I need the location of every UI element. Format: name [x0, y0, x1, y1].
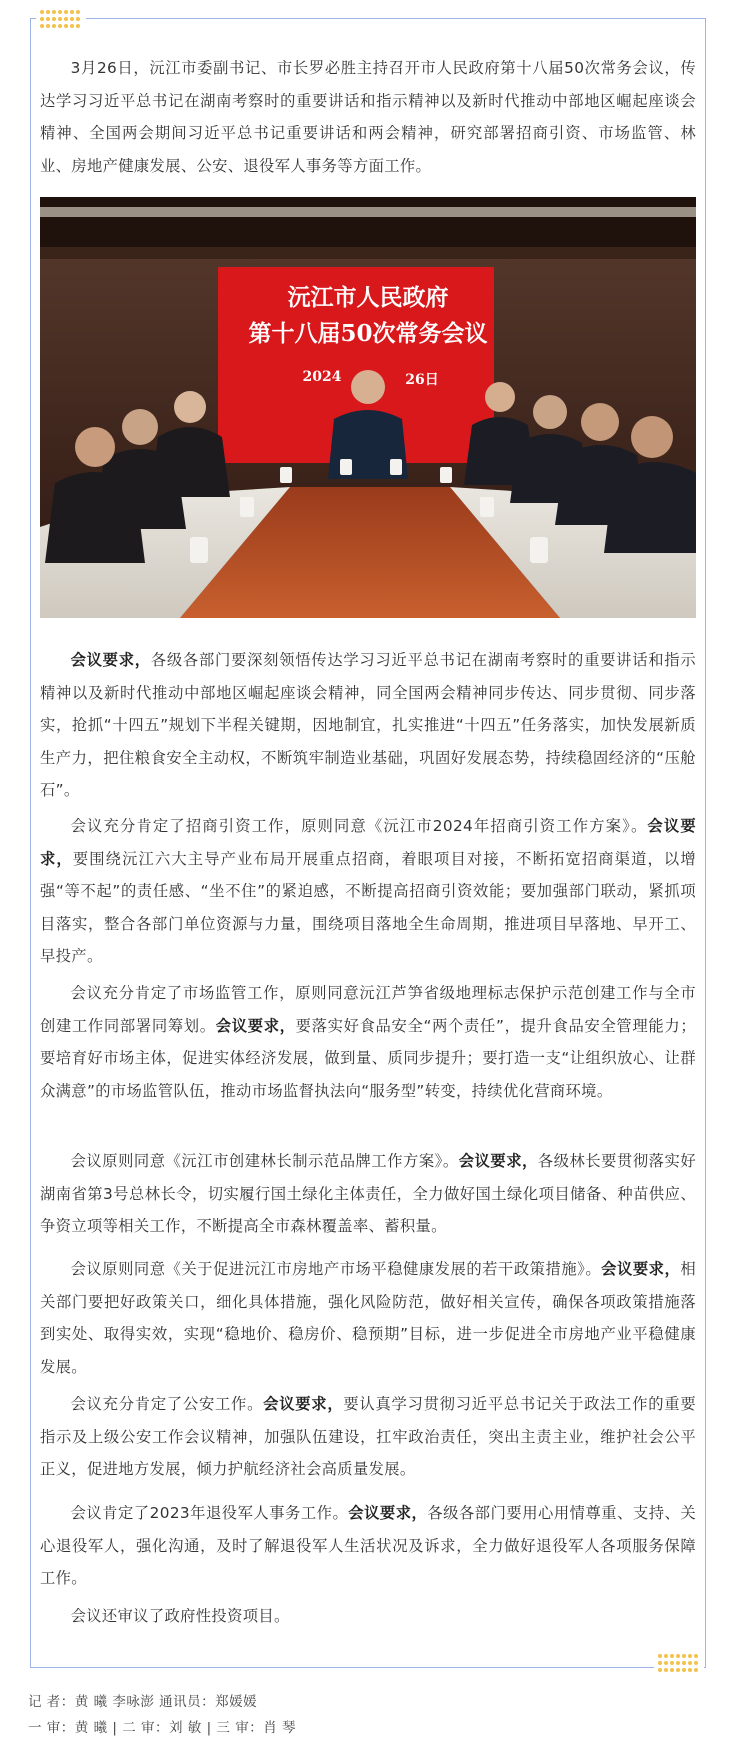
- banner-date-left: 2024: [302, 369, 342, 385]
- meeting-requirement-lead: 会议要求，: [40, 817, 696, 868]
- paragraph-block: [40, 1388, 696, 1486]
- review-credits: 一 审：黄 曦 | 二 审：刘 敏 | 三 审：肖 琴: [28, 1720, 297, 1736]
- paragraph-block: [40, 1253, 696, 1383]
- intro-paragraph: 3月26日，沅江市委副书记、市长罗必胜主持召开市人民政府第十八届50次常务会议，传达学习习近平总书记在湖南考察时的重要讲话和指示精神以及新时代推动中部地区崛起座谈会精神、全国两会期间习近平总书记重要讲话和两会精神，研究部署招商引资、市场监管、林业、房地产健康发展、公安、退役军人事务等方面工作。: [40, 59, 696, 175]
- banner-subtitle: 第十八届50次常务会议: [248, 320, 488, 347]
- paragraph-block: [40, 644, 696, 807]
- meeting-requirement-lead: 会议要求，: [348, 1504, 428, 1522]
- meeting-photo: [40, 197, 696, 618]
- content-frame-bottom: [30, 1650, 706, 1668]
- reporter-credits: 记 者：黄 曦 李咏澎 通讯员：郑媛媛: [28, 1694, 258, 1710]
- body-paragraph: 会议原则同意《关于促进沅江市房地产市场平稳健康发展的若干政策措施》。会议要求，相关部门要把好政策关口，细化具体措施，强化风险防范，做好相关宣传，确保各项政策措施落到实处、取得实效，实现“稳地价、稳房价、稳预期”目标，进一步促进全市房地产业平稳健康发展。: [40, 1260, 696, 1376]
- body-paragraph: 会议要求，各级各部门要深刻领悟传达学习习近平总书记在湖南考察时的重要讲话和指示精神以及新时代推动中部地区崛起座谈会精神，同全国两会精神同步传达、同步贯彻、同步落实，抢抓“十四五”规划下半程关键期，因地制宜，扎实推进“十四五”任务落实，加快发展新质生产力，把住粮食安全主动权，不断筑牢制造业基础，巩固好发展态势，持续稳固经济的“压舱石”。: [40, 651, 696, 799]
- meeting-requirement-lead: 会议要求，: [458, 1152, 538, 1170]
- paragraph-block: [40, 977, 696, 1107]
- meeting-requirement-lead: 会议要求，: [601, 1260, 681, 1278]
- banner-title: 沅江市人民政府: [287, 284, 449, 311]
- body-paragraph: 会议还审议了政府性投资项目。: [70, 1607, 290, 1625]
- paragraph-block: [40, 810, 696, 973]
- body-paragraph: 会议充分肯定了公安工作。会议要求，要认真学习贯彻习近平总书记关于政法工作的重要指示及上级公安工作会议精神，加强队伍建设，扛牢政治责任，突出主责主业，维护社会公平正义，促进地方发展，倾力护航经济社会高质量发展。: [40, 1395, 696, 1478]
- meeting-requirement-lead: 会议要求，: [263, 1395, 344, 1413]
- body-paragraph: 会议肯定了2023年退役军人事务工作。会议要求，各级各部门要用心用情尊重、支持、关心退役军人，强化沟通，及时了解退役军人生活状况及诉求，全力做好退役军人各项服务保障工作。: [40, 1504, 696, 1587]
- paragraph-block: [40, 1600, 696, 1633]
- corner-dots-decoration: [36, 8, 86, 30]
- article-intro: [40, 52, 696, 182]
- body-paragraph: 会议充分肯定了市场监管工作，原则同意沅江芦笋省级地理标志保护示范创建工作与全市创建工作同部署同筹划。会议要求，要落实好食品安全“两个责任”，提升食品安全管理能力；要培育好市场主体，促进实体经济发展，做到量、质同步提升；要打造一支“让组织放心、让群众满意”的市场监管队伍，推动市场监督执法向“服务型”转变，持续优化营商环境。: [40, 984, 696, 1100]
- meeting-requirement-lead: 会议要求，: [70, 651, 151, 669]
- banner-date-right: 26日: [405, 372, 439, 388]
- paragraph-block: [40, 1145, 696, 1243]
- meeting-requirement-lead: 会议要求，: [215, 1016, 296, 1035]
- corner-dots-decoration: [654, 1652, 704, 1674]
- body-paragraph: 会议充分肯定了招商引资工作，原则同意《沅江市2024年招商引资工作方案》。会议要求，要围绕沅江六大主导产业布局开展重点招商，着眼项目对接，不断拓宽招商渠道，以增强“等不起”的责任感、“坐不住”的紧迫感，不断提高招商引资效能；要加强部门联动，紧抓项目落实，整合各部门单位资源与力量，围绕项目落地全生命周期，推进项目早落地、早开工、早投产。: [40, 817, 696, 965]
- paragraph-block: [40, 1497, 696, 1595]
- body-paragraph: 会议原则同意《沅江市创建林长制示范品牌工作方案》。会议要求，各级林长要贯彻落实好湖南省第3号总林长令，切实履行国土绿化主体责任，全力做好国土绿化项目储备、种苗供应、争资立项等相关工作，不断提高全市森林覆盖率、蓄积量。: [40, 1152, 696, 1235]
